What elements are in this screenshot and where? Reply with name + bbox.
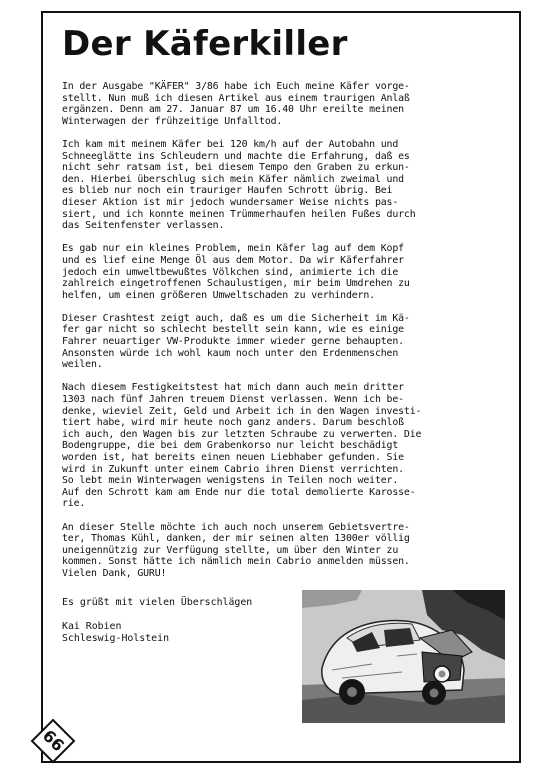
paragraph-2: Ich kam mit meinem Käfer bei 120 km/h auf der Autobahn und Schneeglätte ins Schleudern und machte die Erfahrung, daß es nicht sehr ratsam ist, bei diesem Tempo den Graben zu erkun- den. Hierbei überschlug sich mein Käfer nämlich zweimal und es blieb nur noch ein trauriger Haufen Schrott übrig. Bei dieser Aktion ist mir jedoch wundersamer Weise nichts pas- siert, und ich konnte meinen Trümmerhaufen heilen Fußes durch das Seitenfenster verlassen. (62, 138, 416, 232)
paragraph-5: Nach diesem Festigkeitstest hat mich dann auch mein dritter 1303 nach fünf Jahren treuem Dienst verlassen. Wenn ich be- denke, wieviel Zeit, Geld und Arbeit ich in den Wagen investi- tiert habe, wird mir heute noch ganz anders. Darum beschloß ich auch, den Wagen bis zur letzten Schraube zu verwerten. Die Bodengruppe, die bei dem Grabenkorso nur leicht beschädigt worden ist, hat bereits einen neuen Liebhaber gefunden. Sie wird in Zukunft unter einem Cabrio ihren Dienst verrichten. So lebt mein Winterwagen wenigstens in Teilen noch weiter. Auf den Schrott kam am Ende nur die total demolierte Karosse- rie. (62, 382, 422, 510)
paragraph-6: An dieser Stelle möchte ich auch noch unserem Gebietsvertre- ter, Thomas Kühl, danken, der mir seinen alten 1300er völlig uneigennützig zur Verfügung stellte, um über den Winter zu kommen. Sonst hätte ich nämlich mein Cabrio anmelden müssen. Vielen Dank, GURU! (62, 521, 410, 579)
paragraph-4: Dieser Crashtest zeigt auch, daß es um die Sicherheit im Kä- fer gar nicht so schlecht bestellt sein kann, wie es einige Fahrer neuartiger VW-Produkte immer wieder gerne behaupten. Ansonsten würde ich wohl kaum noch unter den Erdenmenschen weilen. (62, 312, 410, 371)
article-title: Der Käferkiller (62, 24, 348, 64)
page-number-badge (30, 718, 76, 764)
greeting: Es grüßt mit vielen Überschlägen (62, 597, 253, 608)
page-number: 66 (38, 726, 68, 756)
article-body (62, 81, 504, 591)
author-name: Kai Robien (62, 621, 122, 632)
paragraph-3: Es gab nur ein kleines Problem, mein Käfer lag auf dem Kopf und es lief eine Menge Öl aus dem Motor. Da wir Käferfahrer jedoch ein umweltbewußtes Völkchen sind, animierte ich die zahlreich eingetroffenen Schaulustigen, mir beim Umdrehen zu helfen, um einen größeren Umweltschaden zu verhindern. (62, 243, 410, 301)
author-region: Schleswig-Holstein (62, 633, 170, 644)
paragraph-1: In der Ausgabe "KÄFER" 3/86 habe ich Euch meine Käfer vorge- stellt. Nun muß ich diesen Artikel aus einem traurigen Anlaß ergänzen. Denn am 27. Januar 87 um 16.40 Uhr ereilte meinen Winterwagen der frühzeitige Unfalltod. (62, 81, 410, 127)
wrecked-beetle-photo (302, 590, 505, 723)
